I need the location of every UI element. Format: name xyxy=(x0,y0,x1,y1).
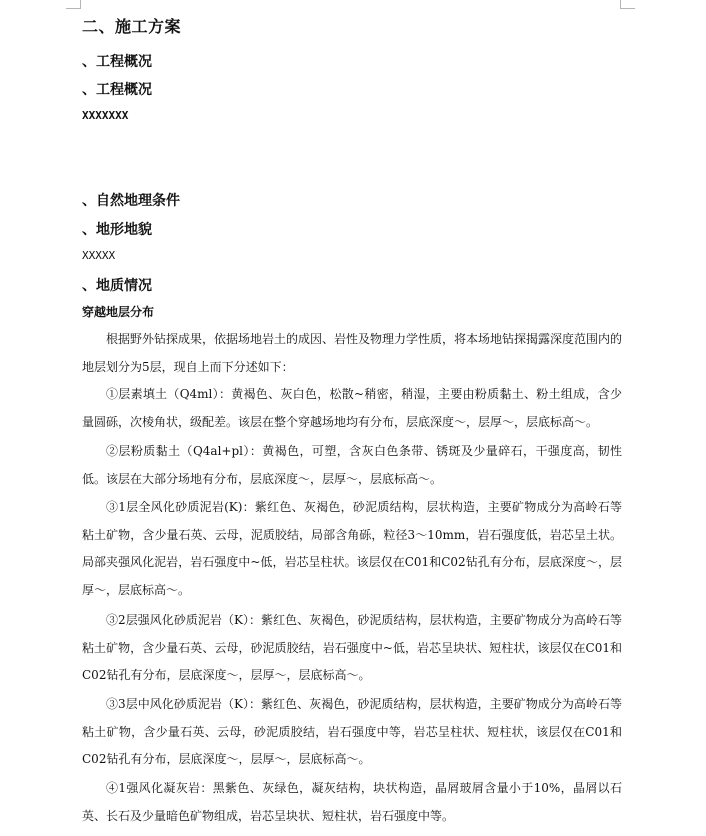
page-corner-mark-right xyxy=(620,0,635,9)
paragraph-layer-3-3: ③3层中风化砂质泥岩（K）：紫红色、灰褐色，砂泥质结构，层状构造，主要矿物成分为高岭石等粘土矿物，含少量石英、云母，砂泥质胶结，岩石强度中等，岩芯呈柱状、短柱状，该层仅在C01和C02钻孔有分布，层底深度～，层厚～，层底标高～。 xyxy=(82,697,622,766)
heading-geology: 、地质情况 xyxy=(82,278,152,294)
heading-terrain: 、地形地貌 xyxy=(82,222,152,238)
placeholder-text-1: XXXXXXX xyxy=(82,109,129,122)
heading-project-overview-1: 、工程概况 xyxy=(82,54,152,70)
paragraph-layer-1: ①层素填土（Q4ml）：黄褐色、灰白色，松散~稍密，稍湿，主要由粉质黏土、粉土组成，含少量圆砾，次棱角状，级配差。该层在整个穿越场地均有分布，层底深度～，层厚～，层底标高～。 xyxy=(82,387,622,429)
heading-project-overview-2: 、工程概况 xyxy=(82,82,152,98)
paragraph-layer-4-1: ④1强风化凝灰岩：黑紫色、灰绿色，凝灰结构，块状构造，晶屑玻屑含量小于10%，晶屑以石英、长石及少量暗色矿物组成，岩芯呈块状、短柱状，岩石强度中等。 xyxy=(82,781,622,823)
heading-natural-geography: 、自然地理条件 xyxy=(82,193,180,209)
section-title: 二、施工方案 xyxy=(82,17,182,36)
paragraph-layer-2: ②层粉质黏土（Q4al+pl）：黄褐色，可塑，含灰白色条带、锈斑及少量碎石，干强度高，韧性低。该层在大部分场地有分布，层底深度～，层厚～，层底标高～。 xyxy=(82,444,622,486)
subheading-strata: 穿越地层分布 xyxy=(82,305,155,319)
placeholder-text-2: XXXXX xyxy=(82,249,116,262)
paragraph-intro: 根据野外钻探成果，依据场地岩土的成因、岩性及物理力学性质，将本场地钻探揭露深度范围内的地层划分为5层，现自上而下分述如下： xyxy=(82,332,623,374)
page-corner-mark-left xyxy=(66,0,81,9)
paragraph-layer-3-2: ③2层强风化砂质泥岩（K）：紫红色、灰褐色，砂泥质结构，层状构造，主要矿物成分为高岭石等粘土矿物，含少量石英、云母，砂泥质胶结，岩石强度中~低，岩芯呈块状、短柱状，该层仅在C01和C02钻孔有分布，层底深度～，层厚～，层底标高～。 xyxy=(82,613,622,682)
paragraph-layer-3-1: ③1层全风化砂质泥岩(K)：紫红色、灰褐色，砂泥质结构，层状构造，主要矿物成分为高岭石等粘土矿物，含少量石英、云母，泥质胶结，局部含角砾，粒径3～10mm，岩石强度低，岩芯呈土状。局部夹强风化泥岩，岩石强度中~低，岩芯呈柱状。该层仅在C01和C02钻孔有分布，层底深度～，层厚～，层底标高～。 xyxy=(82,500,622,597)
